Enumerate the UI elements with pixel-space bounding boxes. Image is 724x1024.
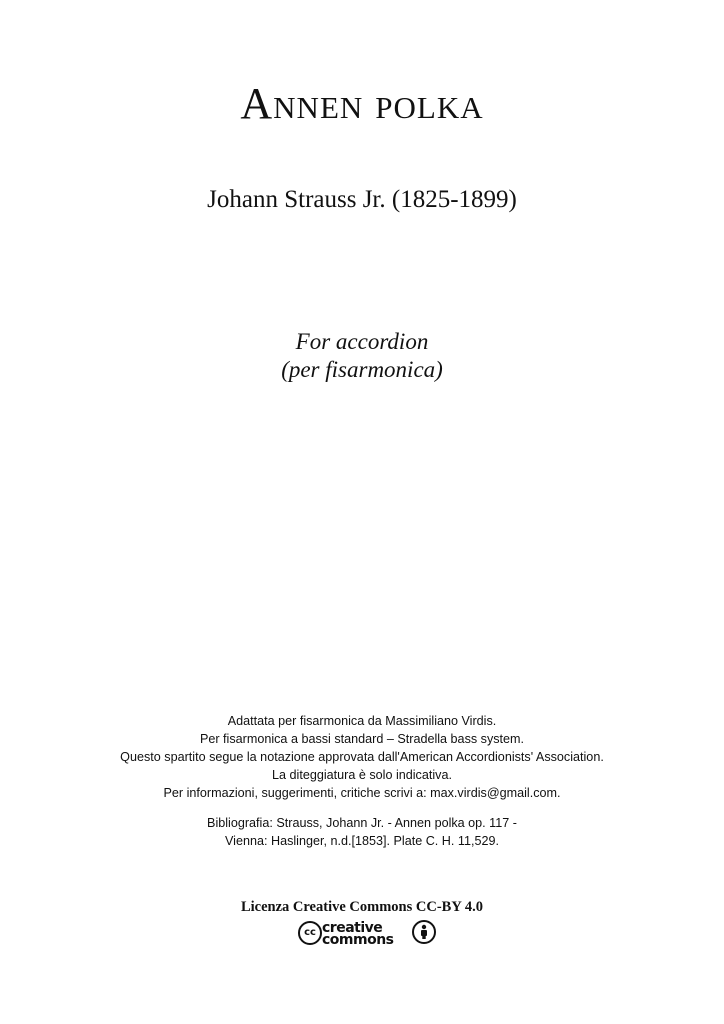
subtitle-line-italian: (per fisarmonica) [281,357,443,382]
subtitle [0,328,724,384]
note-line: La diteggiatura è solo indicativa. [272,768,452,782]
attribution-icon [412,920,436,944]
composer: Johann Strauss Jr. (1825-1899) [207,186,517,213]
bibliography [0,814,724,850]
note-line: Per informazioni, suggerimenti, critiche scrivi a: max.virdis@gmail.com. [163,786,561,800]
license-text: Licenza Creative Commons CC-BY 4.0 [240,899,484,915]
cc-word-commons: commons [322,932,394,948]
cc-word-creative: creative [322,920,383,936]
subtitle-line-english: For accordion [295,329,429,354]
bibliography-line: Bibliografia: Strauss, Johann Jr. - Annen polka op. 117 - [207,816,517,830]
creative-commons-logo [298,918,440,950]
note-line: Per fisarmonica a bassi standard – Stradella bass system. [199,732,525,746]
score-title: Annen polka [240,79,484,128]
arrangement-notes [0,712,724,802]
note-line: Adattata per fisarmonica da Massimiliano Virdis. [227,714,497,728]
bibliography-line: Vienna: Haslinger, n.d.[1853]. Plate C. H. 11,529. [225,834,499,848]
cc-icon: cc [298,921,322,945]
note-line: Questo spartito segue la notazione approvata dall'American Accordionists' Association. [120,750,604,764]
